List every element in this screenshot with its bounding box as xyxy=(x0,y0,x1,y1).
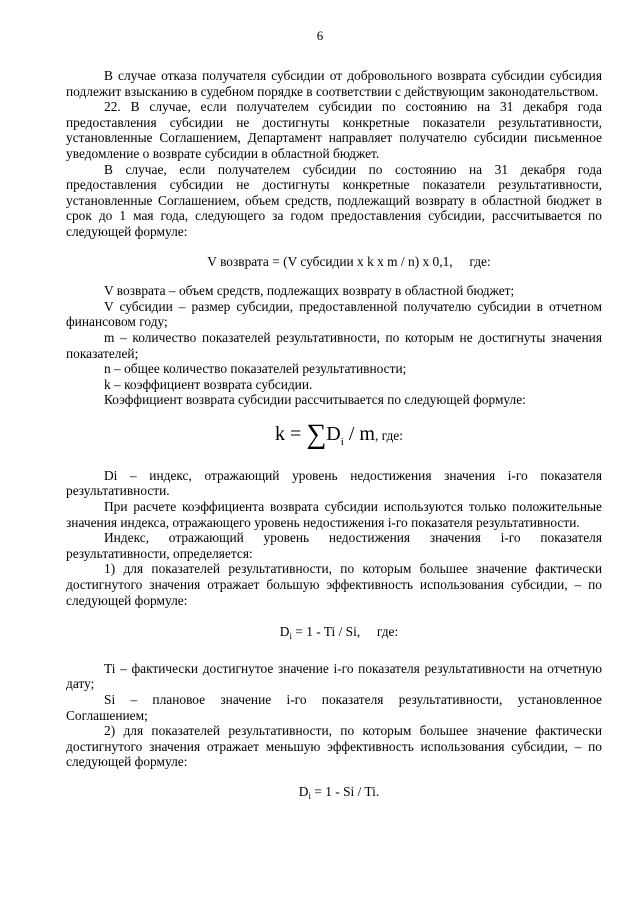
definition-si: Si – плановое значение i-го показателя результативности, установленное Соглашением; xyxy=(66,692,602,723)
formula-k-sub: i xyxy=(340,435,344,448)
formula-k-right: / m xyxy=(343,422,375,445)
formula-di-2-rest: = 1 - Si / Ti. xyxy=(310,783,380,799)
paragraph-case-2: 2) для показателей результативности, по которым большее значение фактически достигнутого значения отражает меньшую эффективность использования субсидии, – по следующей формуле: xyxy=(66,723,602,770)
sigma-symbol: ∑ xyxy=(306,418,327,450)
formula-di-1 xyxy=(66,624,602,645)
paragraph-refusal: В случае отказа получателя субсидии от добровольного возврата субсидии субсидия подлежит взысканию в судебном порядке в соответствии с действующим законодательством. xyxy=(66,68,602,99)
formula-di-1-rest: = 1 - Ti / Si, где: xyxy=(291,624,399,640)
formula-di-2-var: D xyxy=(298,783,309,799)
formula-k-suffix: , где: xyxy=(374,427,403,443)
paragraph-case-1: 1) для показателей результативности, по которым большее значение фактически достигнутого значения отражает большую эффективность использования субсидии, – по следующей формуле: xyxy=(66,561,602,608)
document-body xyxy=(66,68,602,805)
paragraph-index-determined: Индекс, отражающий уровень недостижения значения i-го показателя результативности, определяется: xyxy=(66,530,602,561)
formula-di-1-var: D xyxy=(279,624,290,640)
page-number: 6 xyxy=(316,28,324,43)
paragraph-22: 22. В случае, если получателем субсидии по состоянию на 31 декабря года предоставления субсидии не достигнуты конкретные показатели результативности, установленные Соглашением, Департамент направляет получателю субсидии письменное уведомление о возврате субсидии в областной бюджет. xyxy=(66,99,602,161)
formula-k-left: k = xyxy=(275,422,307,445)
definition-ti: Ti – фактически достигнутое значение i-го показателя результативности на отчетную дату; xyxy=(66,660,602,692)
formula-di-2 xyxy=(66,784,602,805)
paragraph-positive-values: При расчете коэффициента возврата субсидии используются только положительные значения индекса, отражающего уровень недостижения i-го показателя результативности. xyxy=(66,499,602,530)
formula-di-2-sub: i xyxy=(308,790,311,801)
formula-v-return: V возврата = (V субсидии x k x m / n) x 0,1, где: xyxy=(207,253,491,269)
definition-n: n – общее количество показателей результативности; xyxy=(104,361,407,377)
definition-di: Di – индекс, отражающий уровень недостижения значения i-го показателя результативности. xyxy=(66,467,602,499)
definition-v-subsidy: V субсидии – размер субсидии, предоставленной получателю субсидии в отчетном финансовом году; xyxy=(66,298,602,330)
formula-di-1-sub: i xyxy=(289,631,292,642)
definition-m: m – количество показателей результативности, по которым не достигнуты значения показателей; xyxy=(66,329,602,361)
formula-k xyxy=(66,420,602,456)
definition-v-return: V возврата – объем средств, подлежащих возврату в областной бюджет; xyxy=(104,283,515,299)
paragraph-volume-return: В случае, если получателем субсидии по состоянию на 31 декабря года предоставления субсидии не достигнуты конкретные показатели результативности, установленные Соглашением, объем средств, подлежащий возврату в областной бюджет в срок до 1 мая года, следующего за годом предоставления субсидии, рассчитывается по следующей формуле: xyxy=(66,161,602,239)
paragraph-k-formula-intro: Коэффициент возврата субсидии рассчитывается по следующей формуле: xyxy=(104,392,526,408)
definition-k: k – коэффициент возврата субсидии. xyxy=(104,376,313,392)
formula-k-var: D xyxy=(326,422,341,445)
